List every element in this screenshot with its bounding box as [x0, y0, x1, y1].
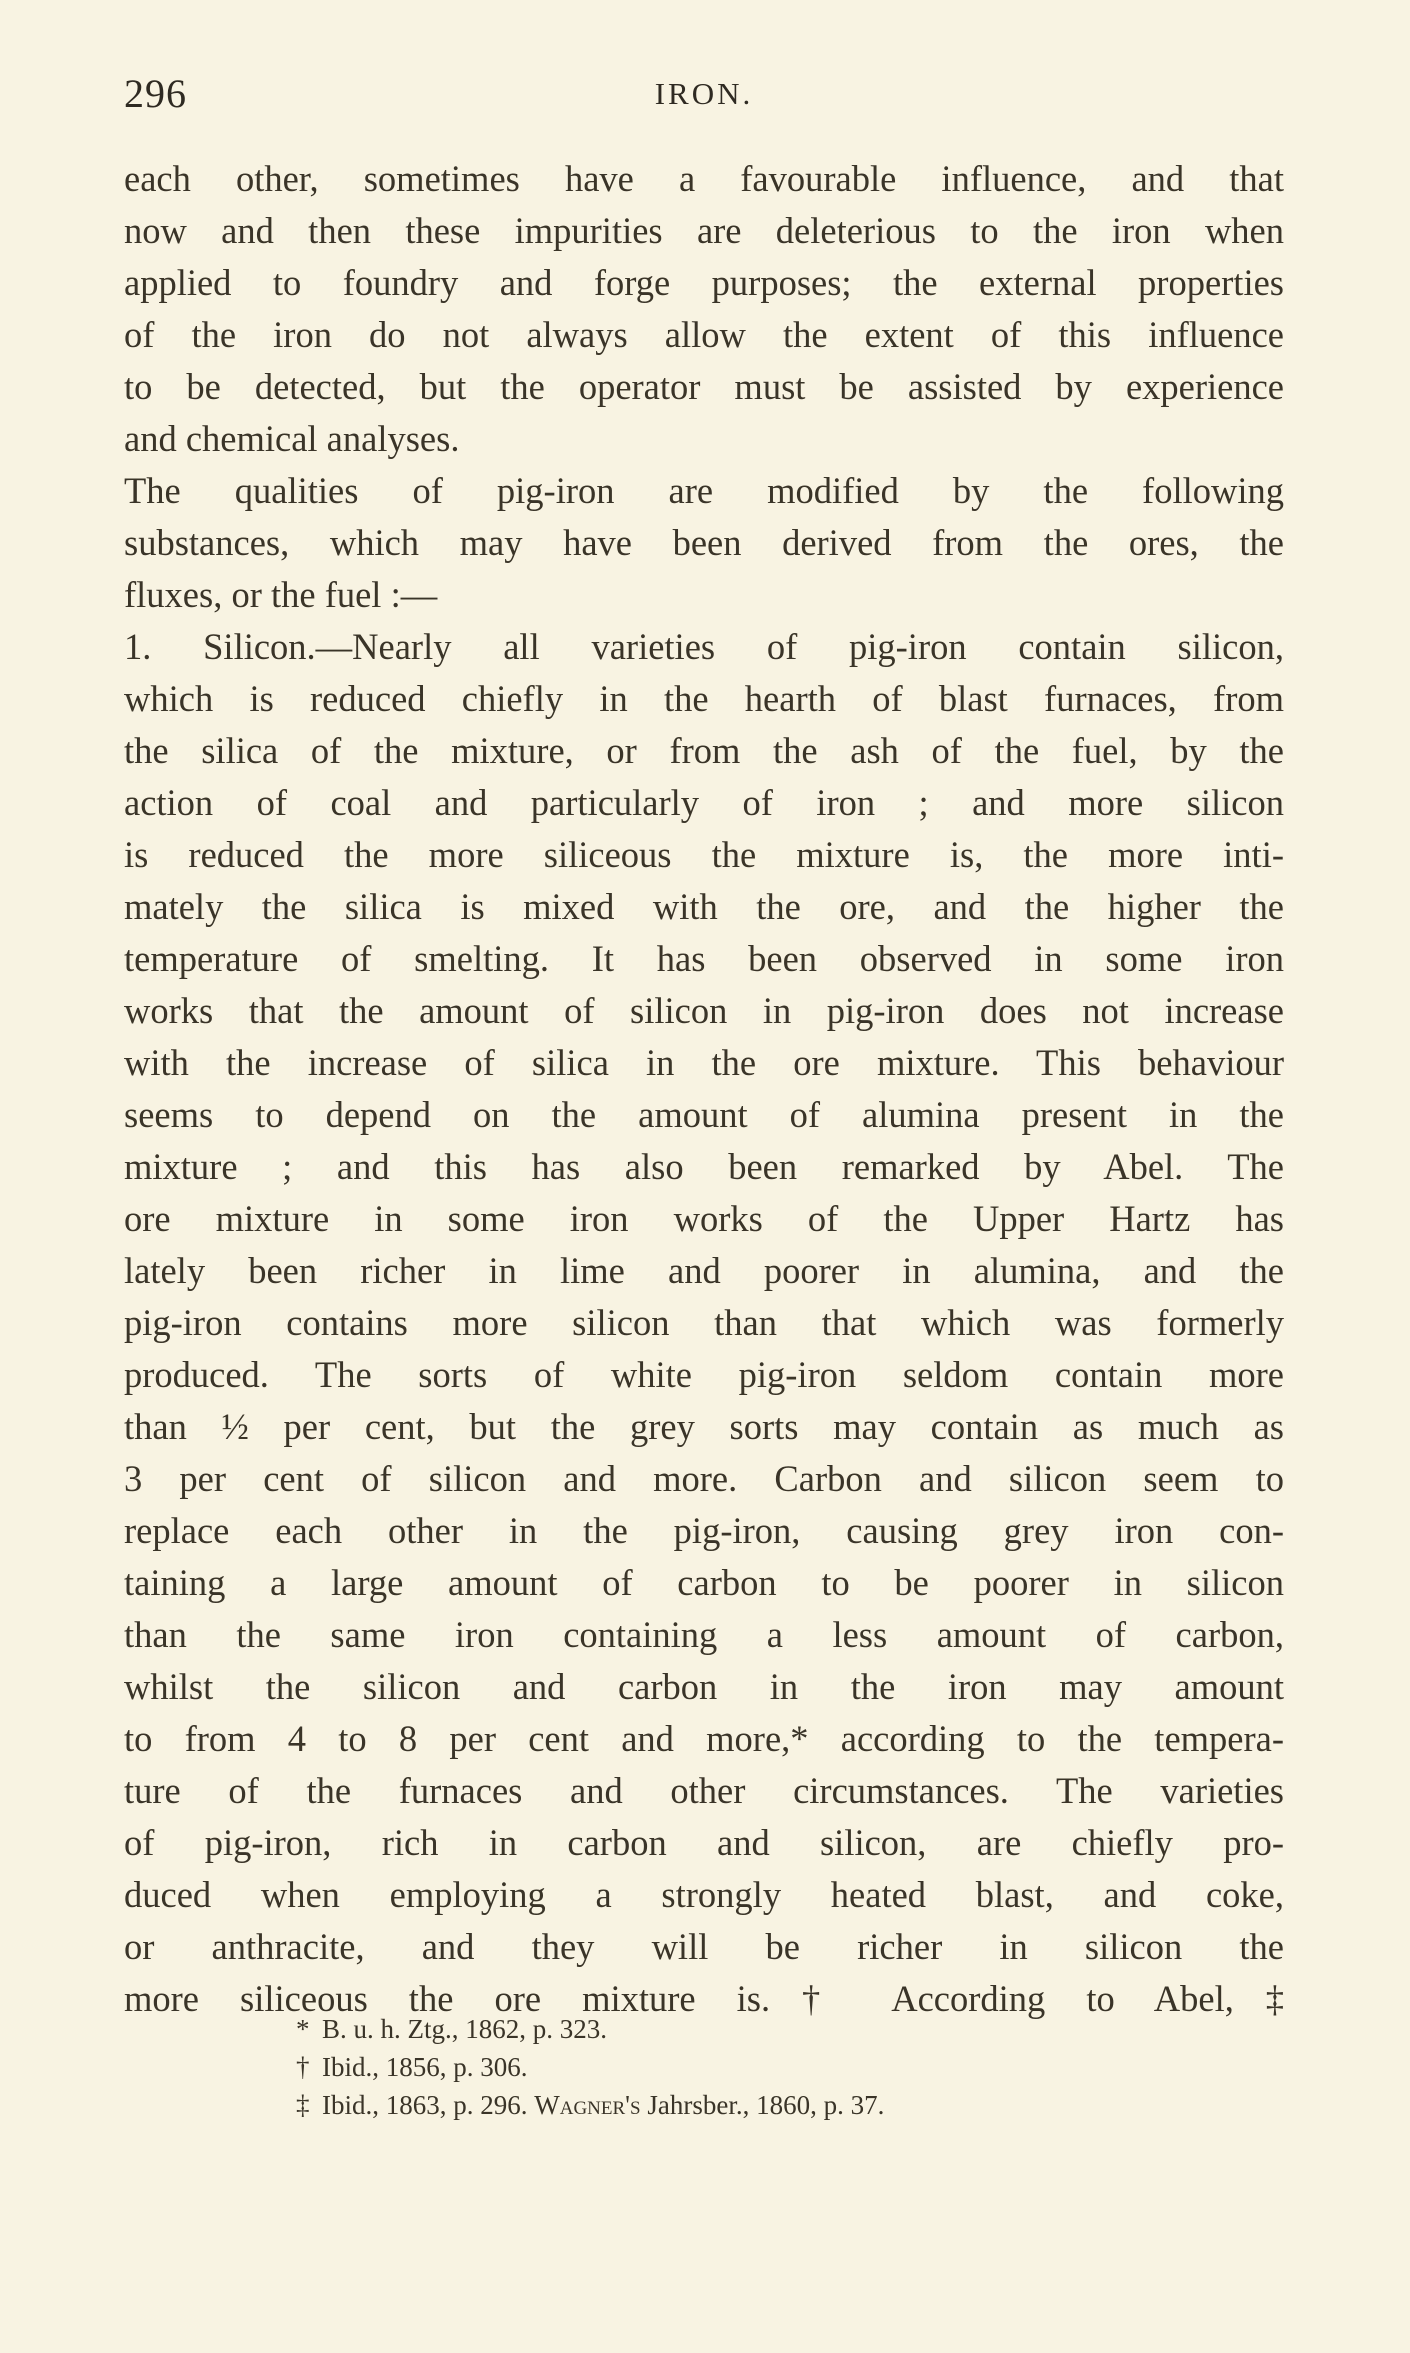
text-line: is reduced the more siliceous the mixture is, the more inti- [124, 834, 1284, 875]
text-line: mixture ; and this has also been remarked by Abel. The [124, 1146, 1284, 1187]
footnotes [296, 2010, 1196, 2124]
text-line: or anthracite, and they will be richer in silicon the [124, 1926, 1284, 1967]
text-line: than the same iron containing a less amount of carbon, [124, 1614, 1284, 1655]
footnote [296, 2010, 1196, 2048]
text-line: of pig-iron, rich in carbon and silicon, are chiefly pro- [124, 1822, 1284, 1863]
footnote-mark: † [296, 2052, 310, 2082]
text-line: works that the amount of silicon in pig-iron does not increase [124, 990, 1284, 1031]
text-line: applied to foundry and forge purposes; the external properties [124, 262, 1284, 303]
text-line: than ½ per cent, but the grey sorts may contain as much as [124, 1406, 1284, 1447]
text-line: pig-iron contains more silicon than that which was formerly [124, 1302, 1284, 1343]
running-title: IRON. [654, 76, 754, 111]
text-line: to be detected, but the operator must be assisted by experience [124, 366, 1284, 407]
text-line: mately the silica is mixed with the ore, and the higher the [124, 886, 1284, 927]
text-line: each other, sometimes have a favourable influence, and that [124, 158, 1284, 199]
footnote-text: B. u. h. Ztg., 1862, p. 323. [322, 2014, 608, 2044]
footnote-author: Wagner's [534, 2090, 641, 2120]
footnote [296, 2086, 1196, 2124]
text-line: more siliceous the ore mixture is.† According to Abel,‡ [124, 1978, 1284, 2019]
footnote-text-rest: Jahrsber., 1860, p. 37. [647, 2090, 885, 2120]
text-line: replace each other in the pig-iron, causing grey iron con- [124, 1510, 1284, 1551]
text-line: the silica of the mixture, or from the ash of the fuel, by the [124, 730, 1284, 771]
text-line: lately been richer in lime and poorer in alumina, and the [124, 1250, 1284, 1291]
body-text [124, 153, 1284, 2025]
footnote-text: Ibid., 1856, p. 306. [322, 2052, 528, 2082]
footnote-text: Ibid., 1863, p. 296. [322, 2090, 528, 2120]
text-line: seems to depend on the amount of alumina present in the [124, 1094, 1284, 1135]
text-line: of the iron do not always allow the extent of this influence [124, 314, 1284, 355]
text-line: which is reduced chiefly in the hearth of blast furnaces, from [124, 678, 1284, 719]
footnote-mark: * [296, 2014, 310, 2044]
page-number: 296 [124, 71, 187, 116]
text-line: substances, which may have been derived from the ores, the [124, 522, 1284, 563]
text-line: whilst the silicon and carbon in the iron may amount [124, 1666, 1284, 1707]
footnote-mark: ‡ [296, 2090, 310, 2120]
footnote [296, 2048, 1196, 2086]
text-line: action of coal and particularly of iron ; and more silicon [124, 782, 1284, 823]
text-line: with the increase of silica in the ore mixture. This behaviour [124, 1042, 1284, 1083]
text-line: temperature of smelting. It has been observed in some iron [124, 938, 1284, 979]
text-line: fluxes, or the fuel :— [124, 574, 438, 615]
text-line: duced when employing a strongly heated blast, and coke, [124, 1874, 1284, 1915]
text-line: ture of the furnaces and other circumstances. The varieties [124, 1770, 1284, 1811]
text-line: ore mixture in some iron works of the Upper Hartz has [124, 1198, 1284, 1239]
text-line: to from 4 to 8 per cent and more,* according to the tempera- [124, 1718, 1284, 1759]
page-header [124, 70, 1284, 120]
text-line: produced. The sorts of white pig-iron seldom contain more [124, 1354, 1284, 1395]
text-line: 3 per cent of silicon and more. Carbon and silicon seem to [124, 1458, 1284, 1499]
text-line: 1. Silicon.—Nearly all varieties of pig-iron contain silicon, [124, 626, 1284, 667]
text-line: now and then these impurities are deleterious to the iron when [124, 210, 1284, 251]
text-line: taining a large amount of carbon to be poorer in silicon [124, 1562, 1284, 1603]
text-line: and chemical analyses. [124, 418, 460, 459]
text-line: The qualities of pig-iron are modified by the following [124, 470, 1284, 511]
